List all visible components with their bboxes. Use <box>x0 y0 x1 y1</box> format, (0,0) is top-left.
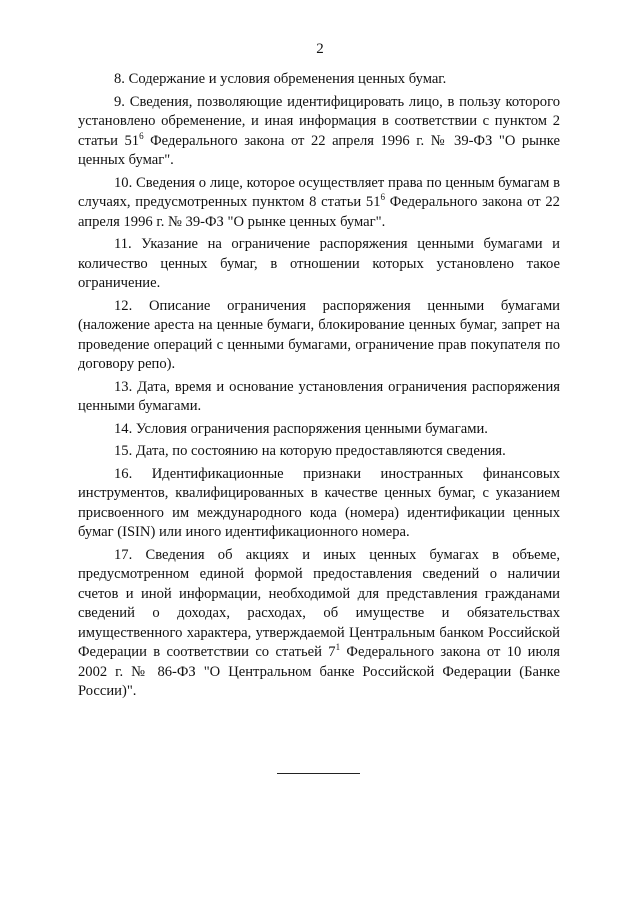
paragraph-item-15: 15. Дата, по состоянию на которую предоставляются сведения. <box>114 443 506 459</box>
paragraph-item-11: 11. Указание на ограничение распоряжения ценными бумагами и количество ценных бумаг, в отношении которых установлено такое ограничение. <box>78 236 560 291</box>
page-number: 2 <box>316 41 324 57</box>
paragraph-item-17: 17. Сведения об акциях и иных ценных бумагах в объеме, предусмотренном единой формой предоставления сведений о наличии счетов и иной информации, необходимой для представления гражданами сведений о доходах, расходах, об имуществе и обязательствах имущественного характера, утверждаемой Центральным банком Российской Федерации в соответствии со статьей $7^1$ Федерального закона от 10 июля 2002 г. № 86-ФЗ "О Центральном банке Российской Федерации (Банке России)". <box>78 546 560 699</box>
superscript: 6 <box>139 130 144 141</box>
paragraph-item-12: 12. Описание ограничения распоряжения ценными бумагами (наложение ареста на ценные бумаги, блокирование ценных бумаг, запрет на проведение операций с ценными бумагами, ограничение прав покупателя по договору репо). <box>78 297 560 372</box>
superscript: 6 <box>380 192 386 203</box>
paragraph-item-10: 10. Сведения о лице, которое осуществляет права по ценным бумагам в случаях, предусмотренных пунктом 8 статьи $51^6$ Федерального закона от 22 апреля 1996 г. № 39-ФЗ "О рынке ценных бумаг". <box>78 174 560 230</box>
end-rule-divider <box>277 773 360 774</box>
document-body <box>78 70 560 705</box>
paragraph-item-16: 16. Идентификационные признаки иностранных финансовых инструментов, квалифицированных в качестве ценных бумаг, с указанием присвоенного им международного кода (номера) идентификации ценных бумаг (ISIN) или иного идентификационного номера. <box>78 465 560 540</box>
paragraph-item-13: 13. Дата, время и основание установления ограничения распоряжения ценными бумагами. <box>78 378 560 414</box>
paragraph-item-14: 14. Условия ограничения распоряжения ценными бумагами. <box>114 420 488 437</box>
superscript: 1 <box>335 642 341 653</box>
paragraph-item-9: 9. Сведения, позволяющие идентифицировать лицо, в пользу которого установлено обременение, и иная информация в соответствии с пунктом 2 статьи $51^6$ Федерального закона от 22 апреля 1996 г. № 39-ФЗ "О рынке ценных бумаг". <box>78 93 561 168</box>
paragraph-item-8: 8. Содержание и условия обременения ценных бумаг. <box>114 71 447 87</box>
